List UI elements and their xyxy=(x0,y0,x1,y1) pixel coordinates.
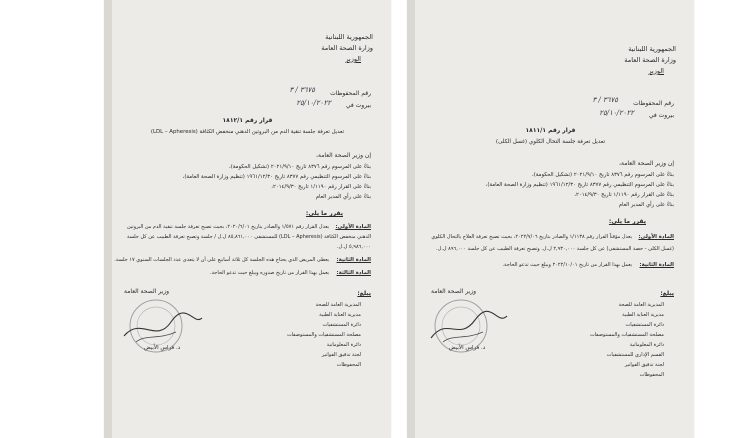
distribution-item: دائرة المعلوماتية xyxy=(629,342,664,348)
distribution-item: مديرية العناية الطبية xyxy=(622,312,664,318)
article-text: يعدل القرار رقم ١/٥٧١ والصادر بتاريخ ٢٠٢٠/٦/٠١، بحيث تصبح تعرفة جلسة تنقية الدم من البروتين xyxy=(126,224,329,230)
article-label: المادة الأولى: xyxy=(638,234,674,240)
decides-heading: يقرر ما يلي: xyxy=(608,218,646,225)
distribution-item: دائرة المستشفيات xyxy=(625,322,664,328)
basis-line: بناءً على المرسوم رقم ٨٣٧٦ تاريخ ٢٠٢١/٩/١٠ (تشكيل الحكومة)، xyxy=(229,164,371,170)
preamble: إن وزير الصحة العامة، xyxy=(316,152,371,159)
distribution-item: مصلحة المستشفيات والمستوصفات xyxy=(589,332,664,338)
basis-line: بناءً على المرسوم التنظيمي رقم ٨٣٧٧ تاريخ ١٩٦١/١٢/٣٠ (تنظيم وزارة الصحة العامة)، xyxy=(182,174,371,180)
article-text: يعطى المريض الذي يحتاج هذه الجلسة كل ثلاثة أسابيع على أن لا يتعدى عدد الجلسات السنوي ١٧ جلسة. xyxy=(114,257,329,263)
article-text: الدهني منخفض الكثافة (LDL – Apheresis) للمستشفى ٨٥,٨٦١,٠٠٠ ل.ل / جلسة وتصبح تعرفة الطبيب عن كل جلسة xyxy=(126,234,371,240)
basis-line: بناءً على المرسوم رقم ٨٣٧٦ تاريخ ٢٠٢١/٩/١٠ (تشكيل الحكومة)، xyxy=(532,172,674,178)
distribution-item: المحفوظات xyxy=(639,372,664,378)
signatory-title: وزير الصحة العامة xyxy=(431,288,477,295)
city-date-label: بيروت في xyxy=(648,112,674,119)
ref-no-label: رقم المحفوظات xyxy=(633,100,674,107)
document-page-1 xyxy=(104,0,391,438)
article-label: المادة الأولى: xyxy=(335,224,371,230)
basis-line: بناءً على رأي المدير العام xyxy=(618,202,674,208)
distribution-item: المديرية العامة للصحة xyxy=(315,302,361,308)
distribution-item: المديرية العامة للصحة xyxy=(618,302,664,308)
decides-heading: يقرر ما يلي: xyxy=(305,210,343,217)
article-text: ٥,٩٨٦,٠٠٠ ل.ل. xyxy=(336,244,371,250)
header-minister: الوزير xyxy=(648,67,664,75)
basis-line: بناءً على المرسوم التنظيمي رقم ٨٣٧٧ تاريخ ١٩٦١/١٢/٣٠ (تنظيم وزارة الصحة العامة)، xyxy=(485,182,674,188)
distribution-item: مصلحة المستشفيات والمستوصفات xyxy=(286,332,361,338)
article-text: يعمل بهذا القرار من تاريخ ٢٠٢٢/١٠/٠١ ويبلغ حيث تدعو الحاجة. xyxy=(502,262,632,268)
article-label: المادة الثانية: xyxy=(639,262,674,268)
signatory-name: د. فراس الأبيض xyxy=(144,345,181,351)
document-page-2 xyxy=(407,0,694,438)
decision-subject: تعديل تعرفة جلسة تنقية الدم من البروتين الدهني منخفض الكثافة (LDL – Apheresis) xyxy=(150,129,345,135)
distribution-label: يبلغ: xyxy=(357,290,371,297)
header-ministry: وزارة الصحة العامة xyxy=(624,56,676,64)
article-label: المادة الثالثة: xyxy=(336,270,371,276)
distribution-item: مديرية العناية الطبية xyxy=(319,312,361,318)
ref-no-label: رقم المحفوظات xyxy=(330,90,371,97)
distribution-item: لجنة تدقيق الفواتير xyxy=(624,362,664,368)
header-republic: الجمهورية اللبنانية xyxy=(325,33,373,41)
page-edge-shadow xyxy=(104,0,112,438)
ref-no-value: ٣٦٧٥ / ٣ xyxy=(592,96,618,104)
distribution-item: المحفوظات xyxy=(336,362,361,368)
distribution-item: دائرة المستشفيات xyxy=(322,322,361,328)
signatory-name: د. فراس الأبيض xyxy=(449,345,486,351)
city-date-label: بيروت في xyxy=(345,102,371,109)
decision-subject: تعديل تعرفة جلسة التحال الكلوي (غسل الكلى) xyxy=(495,139,606,145)
decision-title: قرار رقم ١٨١٢/١ xyxy=(222,117,273,124)
article-label: المادة الثانية: xyxy=(336,257,371,263)
preamble: إن وزير الصحة العامة، xyxy=(619,160,674,167)
distribution-item: دائرة المعلوماتية xyxy=(326,342,361,348)
header-minister: الوزير xyxy=(345,55,361,63)
header-ministry: وزارة الصحة العامة xyxy=(321,44,373,52)
basis-line: بناءً على رأي المدير العام xyxy=(315,194,371,200)
signatory-title: وزير الصحة العامة xyxy=(124,288,170,295)
city-date-value: ٢٥/١٠/٢٠٢٢ xyxy=(599,109,634,117)
header-republic: الجمهورية اللبنانية xyxy=(628,45,676,53)
page-edge-shadow xyxy=(407,0,415,438)
city-date-value: ٢٥/١٠/٢٠٢٢ xyxy=(296,99,331,107)
distribution-label: يبلغ: xyxy=(660,290,674,297)
article-text: (غسل الكلى - حصة المستشفى) عن كل جلسة ٢,٩٣٠,٠٠٠ ل.ل. وتصبح تعرفة الطبيب عن كل جلسة ٨٩٦,٠٠٠ ل.ل. xyxy=(436,246,674,252)
basis-line: بناءً على القرار رقم ١/١١٩٠ تاريخ ٢٠١٤/٩/٣٠، xyxy=(574,192,674,198)
distribution-item: القسم الإداري للمستشفيات xyxy=(606,352,664,358)
decision-title: قرار رقم ١٨١١/١ xyxy=(525,127,576,134)
ref-no-value: ٣٦٧٥ / ٣ xyxy=(289,86,315,94)
article-text: يعدل مؤقتاً القرار رقم ١/١١٣٨ والصادر بتاريخ ٢٠٢٢/٧/٠٦، بحيث تصبح تعرفة العلاج بالتحال الكلوي xyxy=(431,234,632,240)
basis-line: بناءً على القرار رقم ١/١١٩٠ تاريخ ٢٠١٤/٩/٣٠، xyxy=(271,184,371,190)
article-text: يعمل بهذا القرار من تاريخ صدوره ويبلغ حيث تدعو الحاجة. xyxy=(210,270,329,276)
distribution-item: لجنة تدقيق الفواتير xyxy=(321,352,361,358)
